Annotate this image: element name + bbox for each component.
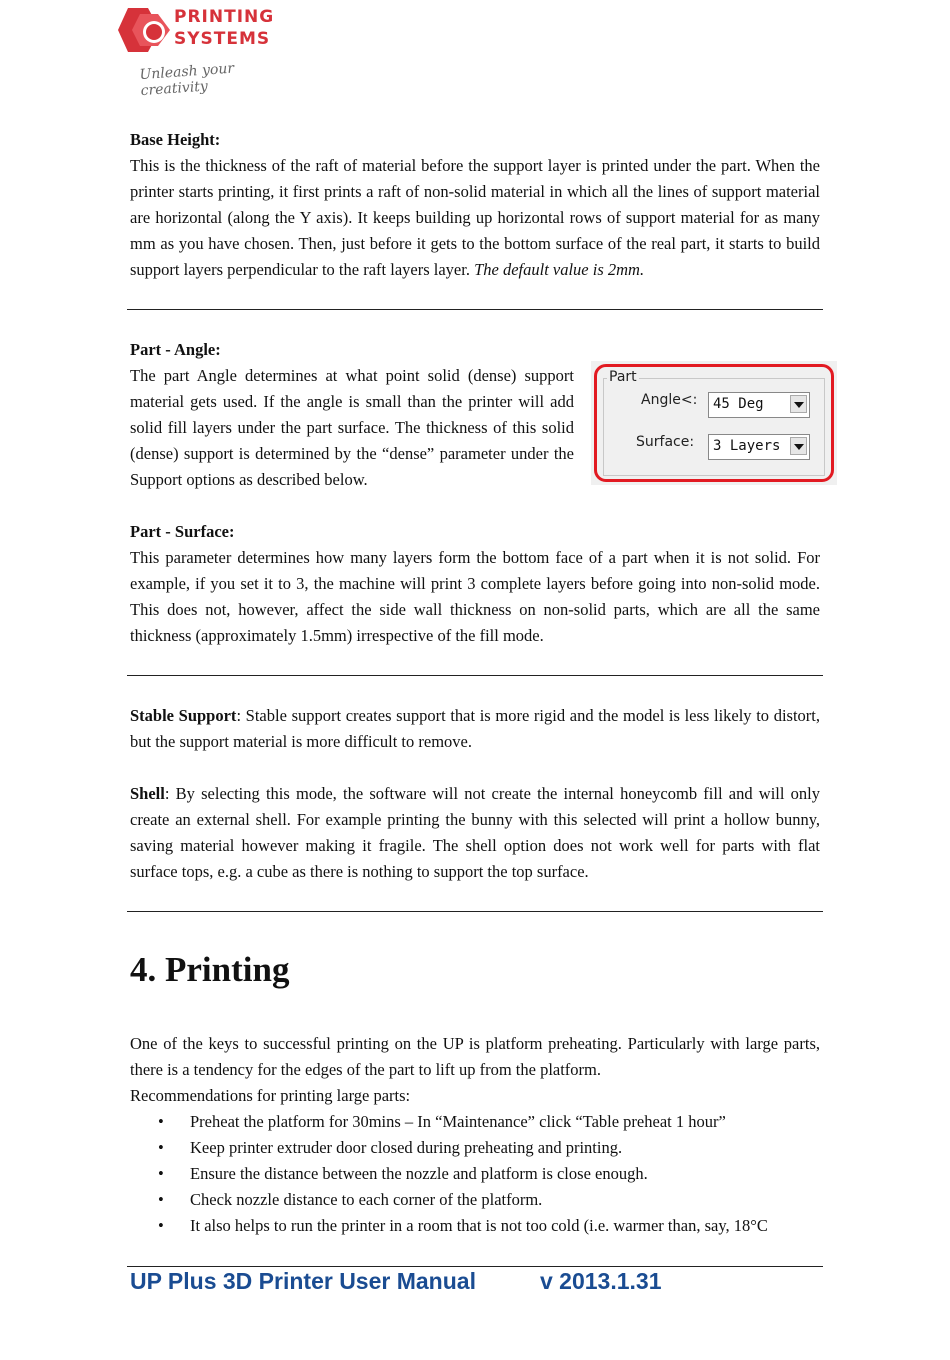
stable-support-body: : Stable support creates support that is more rigid and the model is less likely to distort, but the support material is more difficult to remove. xyxy=(130,706,820,751)
list-item: • Ensure the distance between the nozzle and platform is close enough. xyxy=(130,1161,820,1187)
part-surface-body: This parameter determines how many layers form the bottom face of a part when it is not solid. For example, if you set it to 3, the machine will print 3 complete layers before going into non-solid mode. This does not, however, affect the side wall thickness on non-solid parts, which are all the same thickness (approximately 1.5mm) irrespective of the fill mode. xyxy=(130,548,820,645)
part-angle-section xyxy=(130,337,574,493)
printing-intro: One of the keys to successful printing on the UP is platform preheating. Particularly with large parts, there is a tendency for the edges of the part to lift up from the platform. xyxy=(130,1034,820,1079)
part-settings-panel xyxy=(591,361,837,485)
footer-divider xyxy=(127,1266,823,1267)
shell-section xyxy=(130,781,820,885)
base-height-default-note: The default value is 2mm. xyxy=(474,260,645,279)
surface-dropdown-value: 3 Layers xyxy=(713,438,781,454)
part-group-title: Part xyxy=(609,369,637,385)
divider xyxy=(127,675,823,676)
list-item: • Check nozzle distance to each corner of the platform. xyxy=(130,1187,820,1213)
list-item: • It also helps to run the printer in a room that is not too cold (i.e. warmer than, say, 18°C xyxy=(130,1213,820,1239)
base-height-body: This is the thickness of the raft of material before the support layer is printed under the part. When the printer starts printing, it first prints a raft of non-solid material in which all the lines of support material are horizontal (along the Y axis). It keeps building up horizontal rows of support material for as many mm as you have chosen. Then, just before it gets to the bottom surface of the real part, it starts to build support layers perpendicular to the raft layers layer. xyxy=(130,156,820,279)
footer-version: v 2013.1.31 xyxy=(540,1268,662,1294)
part-surface-heading: Part - Surface: xyxy=(130,522,235,541)
base-height-section xyxy=(130,127,820,283)
footer-title: UP Plus 3D Printer User Manual xyxy=(130,1268,476,1294)
base-height-heading: Base Height: xyxy=(130,130,221,149)
angle-dropdown-value: 45 Deg xyxy=(713,396,764,412)
shell-body: : By selecting this mode, the software will not create the internal honeycomb fill and will only create an external shell. For example printing the bunny with this selected will print a hollow bunny, saving material however making it fragile. The shell option does not work well for parts with flat surface tops, e.g. a cube as there is nothing to support the top surface. xyxy=(130,784,820,881)
shell-term: Shell xyxy=(130,784,165,803)
divider xyxy=(127,309,823,310)
part-angle-heading: Part - Angle: xyxy=(130,340,221,359)
list-item: • Preheat the platform for 30mins – In “Maintenance” click “Table preheat 1 hour” xyxy=(130,1109,820,1135)
stable-support-term: Stable Support xyxy=(130,706,237,725)
stable-support-section xyxy=(130,703,820,755)
logo-brand-text: PRINTING SYSTEMS xyxy=(174,7,275,49)
angle-label: Angle<: xyxy=(641,392,698,408)
logo-tagline: Unleash your creativity xyxy=(139,60,235,100)
recommendations-heading: Recommendations for printing large parts: xyxy=(130,1086,411,1105)
3d-systems-logo-icon xyxy=(118,0,178,60)
highlight-outline xyxy=(594,364,834,482)
part-angle-body: The part Angle determines at what point solid (dense) support material gets used. If the angle is small than the printer will add solid fill layers under the part surface. The thickness of this solid (dense) support is determined by the “dense” parameter under the Support options as described below. xyxy=(130,366,574,489)
section-heading: 4. Printing xyxy=(130,950,290,989)
company-logo xyxy=(118,0,288,100)
recommendations-list xyxy=(130,1109,820,1239)
part-surface-section xyxy=(130,519,820,649)
printing-section xyxy=(130,1031,820,1239)
surface-label: Surface: xyxy=(636,434,695,450)
list-item: • Keep printer extruder door closed during preheating and printing. xyxy=(130,1135,820,1161)
divider xyxy=(127,911,823,912)
